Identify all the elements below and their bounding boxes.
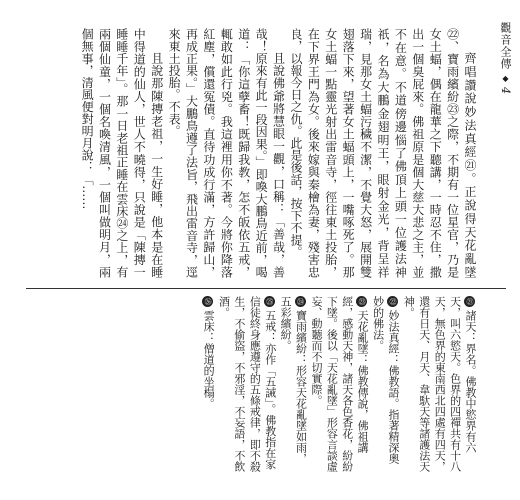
- footnote: [216, 296, 278, 474]
- main-text: [78, 28, 478, 278]
- footnote-number: ㉖: [204, 298, 213, 305]
- footnote-text: 天花亂墜：佛教傳說，佛祖講經，感動天神，諸天各色香花，紛紛下墜。後以「天花亂墜」形容言談虛妄、動聽而不切實際。: [309, 296, 370, 472]
- footnote: [309, 296, 371, 474]
- paragraph: 且說佛爺將慧眼一觀，口稱：「善哉，善哉！原來有此一段因果。」即喚大鵬鳥近前，喝道：「你這孽畜！既歸我教，怎不皈依五戒，輒敢如此行兇。我這裡用你不著。今將你降落紅塵，償還冤債。直待功成行滿，方許歸山，再成正果。」大鵬鳥遵了法旨，飛出雷音寺，逕來東土投胎。不表。: [167, 28, 286, 278]
- paragraph: 齊唱讚說妙法真經㉑。正說得天花亂墜㉒、寶雨繽紛㉓之際，不期有一位星官，乃是女土蝠，偶在龍華之下聽講，一時忍不住，撒出一個臭屁來。佛祖原是個大慈大悲之主，並不在意。不道傍邊惱了佛頂上頭一位護法神祇，名為大鵬金翅明王，眼射金光，背呈祥瑞，見那女土蝠污穢不潔，不覺大怒，展開雙翅落下來，望著女土蝠頭上，一嘴啄死了。那女土蝠一點靈光射出雷音寺，徑往東土投胎，在下界王門為女。後來嫁與秦檜為妻，殘害忠良，以報今日之仇。此是後話，按下不提。: [288, 28, 477, 278]
- footnote: [370, 296, 401, 474]
- running-header: [498, 22, 512, 94]
- footnote-text: 諸天：界名。佛教中慾界有六天，叫六慾天。色界的四禪共有十八天，無色界的東南西北四處有四天，還有日天、月天、韋馱天等諸護法天神。: [402, 296, 477, 472]
- footnote: [401, 296, 478, 474]
- footnotes: [201, 296, 478, 474]
- footnote-text: 五戒：亦作「五誡」。佛教指在家信徒終身應遵守的五條戒律，即不殺生，不偷盜，不邪淫，不妄語，不飲酒。: [217, 296, 277, 472]
- page-number: 4: [499, 87, 512, 94]
- footnote-number: ㉒: [388, 298, 397, 305]
- notes-divider: [26, 288, 506, 289]
- footnote-number: ㉑: [466, 298, 474, 305]
- paragraph: 且說那陳摶老祖，一生好睡，他本是在睡中得道的仙人，世人不曉得，只說是「陳摶一睡睡千年」。那一日老祖正睡在雲床㉔之上，有兩個仙童，一個名喚清風，一個叫做明月，兩個無事，清風便對明月說：「……: [80, 28, 164, 278]
- separator-diamond-icon: ◆: [501, 74, 510, 83]
- footnote-text: 寶雨繽紛：形容天花亂墜如雨，五彩繽紛。: [279, 296, 308, 464]
- footnote-number: ㉓: [358, 298, 367, 305]
- book-title: 觀音全傳: [499, 22, 512, 70]
- footnote-number: ㉔: [296, 298, 305, 305]
- footnote-text: 雲床：僧道的坐榻。: [202, 310, 216, 409]
- footnote-number: ㉕: [265, 298, 274, 305]
- footnote-text: 妙法真經：佛教語。指著精深奧妙的佛法。: [371, 296, 400, 464]
- footnote: [278, 296, 309, 474]
- footnote: [201, 296, 216, 474]
